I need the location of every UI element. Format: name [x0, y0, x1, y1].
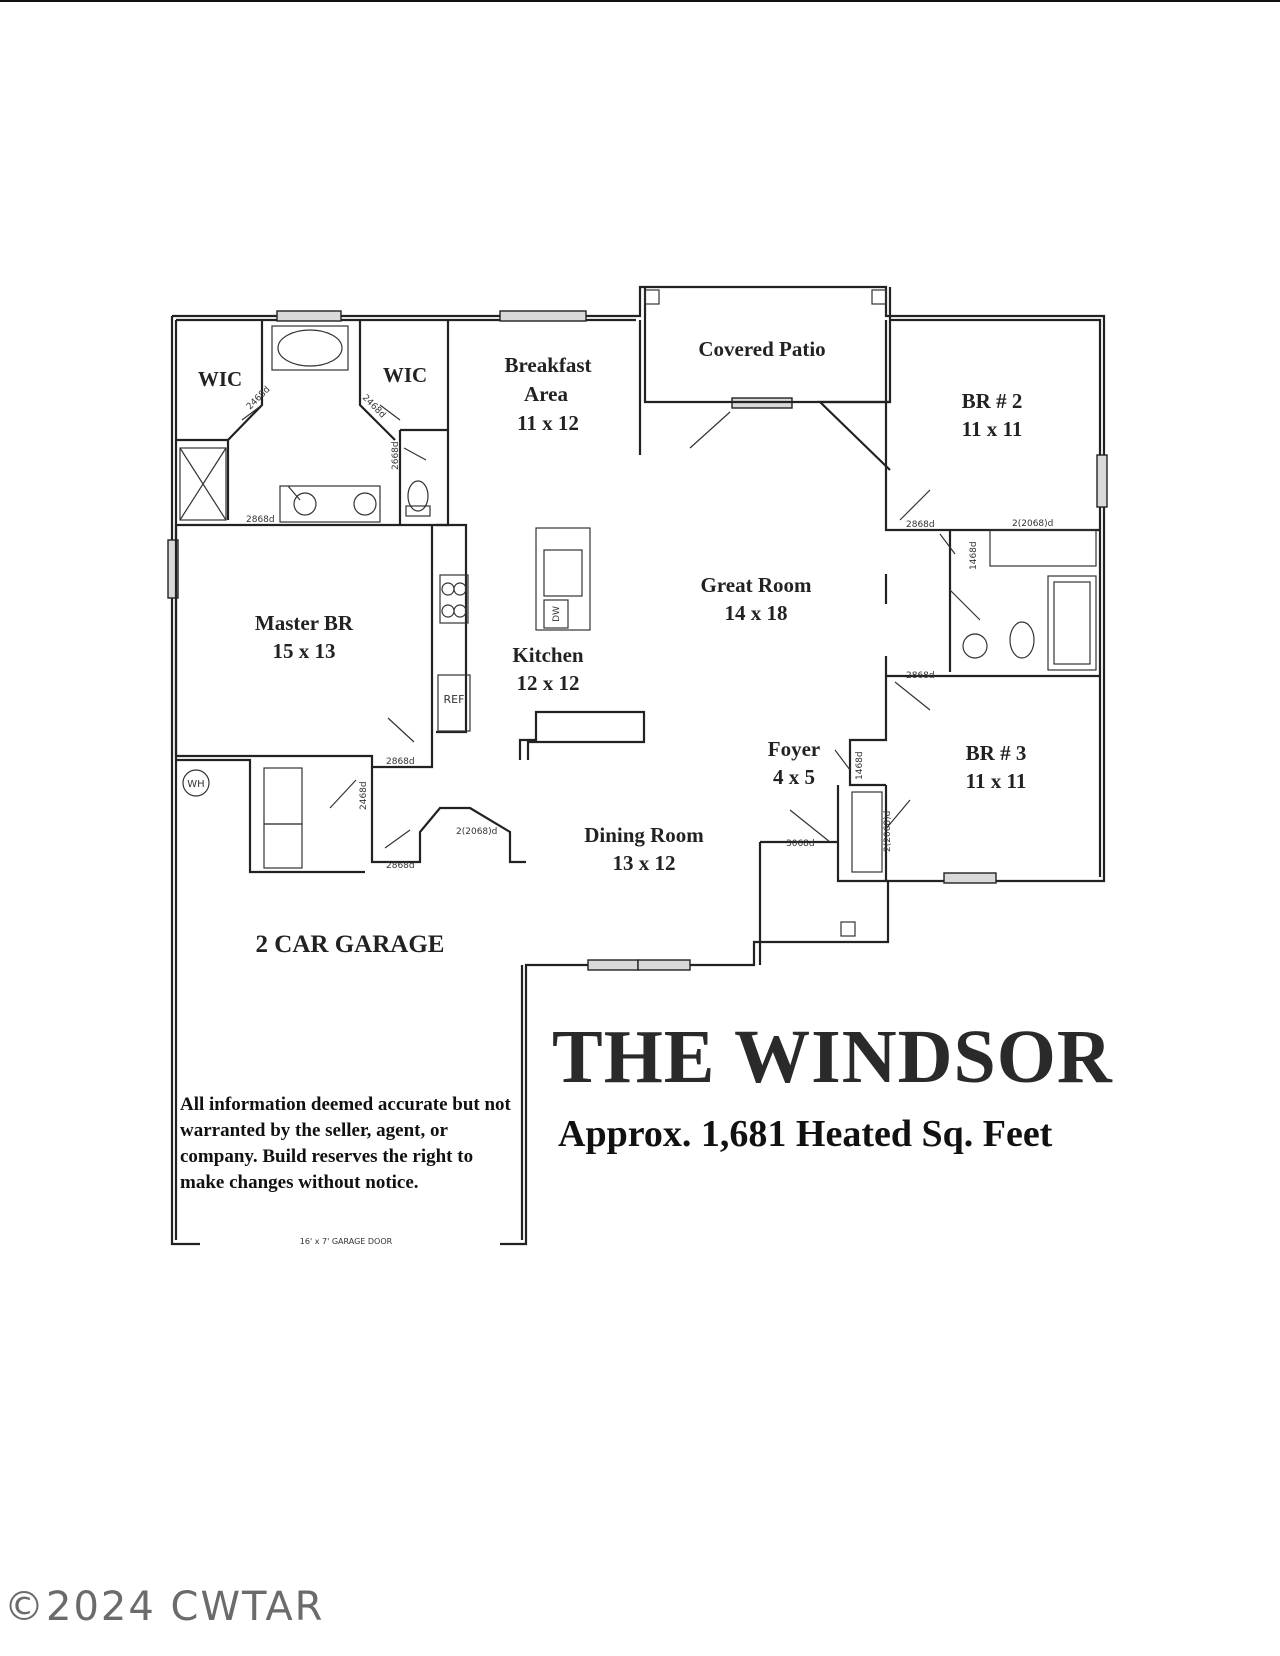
room-foyer-name: Foyer — [767, 737, 821, 761]
room-br3-name: BR # 3 — [965, 741, 1027, 765]
door-tag: 2468d — [359, 393, 388, 421]
door-tag: 2868d — [246, 515, 275, 525]
room-dining-dims: 13 x 12 — [612, 851, 676, 875]
room-kitchen-name: Kitchen — [512, 643, 584, 667]
room-br2-dims: 11 x 11 — [961, 417, 1023, 441]
door-tag: 1468d — [969, 541, 979, 570]
plan-title: THE WINDSOR — [552, 1015, 1113, 1099]
interior-walls — [640, 320, 1100, 965]
room-labels — [198, 337, 1027, 958]
room-breakfast-name-1: Breakfast — [504, 353, 592, 377]
dishwasher-label: DW — [552, 606, 562, 622]
room-master-dims: 15 x 13 — [272, 639, 336, 663]
room-breakfast-name-2: Area — [524, 382, 568, 406]
master-bedroom-walls — [176, 525, 526, 872]
master-suite-walls — [176, 320, 448, 525]
room-great-name: Great Room — [700, 573, 812, 597]
door-tag: 1468d — [855, 751, 865, 780]
room-dining-name: Dining Room — [584, 823, 704, 847]
fixture-tags — [187, 606, 562, 790]
door-tag: 3068d — [786, 839, 815, 849]
room-kitchen-dims: 12 x 12 — [516, 671, 580, 695]
door-tag: 2868d — [906, 671, 935, 681]
door-tag: 2(2068)d — [883, 810, 893, 852]
room-wic-left: WIC — [197, 367, 243, 391]
water-heater-label: WH — [187, 779, 205, 790]
door-tag: 2(2068)d — [1012, 519, 1054, 529]
garage-door-label: 16' x 7' GARAGE DOOR — [299, 1237, 393, 1246]
door-tag: 2668d — [391, 441, 401, 470]
room-master-name: Master BR — [254, 611, 354, 635]
room-br2-name: BR # 2 — [961, 389, 1023, 413]
room-foyer-dims: 4 x 5 — [773, 765, 815, 789]
room-wic-right: WIC — [382, 363, 428, 387]
ref-label: REF — [443, 693, 465, 706]
door-tag: 2868d — [386, 861, 415, 871]
door-tag: 2868d — [386, 757, 415, 767]
room-breakfast-dims: 11 x 12 — [517, 411, 579, 435]
door-tag: 2868d — [906, 520, 935, 530]
room-garage-name: 2 CAR GARAGE — [255, 931, 445, 958]
room-great-dims: 14 x 18 — [724, 601, 788, 625]
copyright-watermark: ©2024 CWTAR — [4, 1584, 325, 1630]
room-covered-patio: Covered Patio — [698, 337, 826, 361]
room-br3-dims: 11 x 11 — [965, 769, 1027, 793]
door-tag: 2(2068)d — [456, 827, 498, 837]
door-tag: 2468d — [359, 781, 369, 810]
door-tag: 2468d — [245, 384, 273, 413]
disclaimer-text: All information deemed accurate but not warranted by the seller, agent, or company. Build reserves the right to make changes without notice. — [180, 1094, 511, 1193]
square-footage: Approx. 1,681 Heated Sq. Feet — [558, 1113, 1053, 1155]
